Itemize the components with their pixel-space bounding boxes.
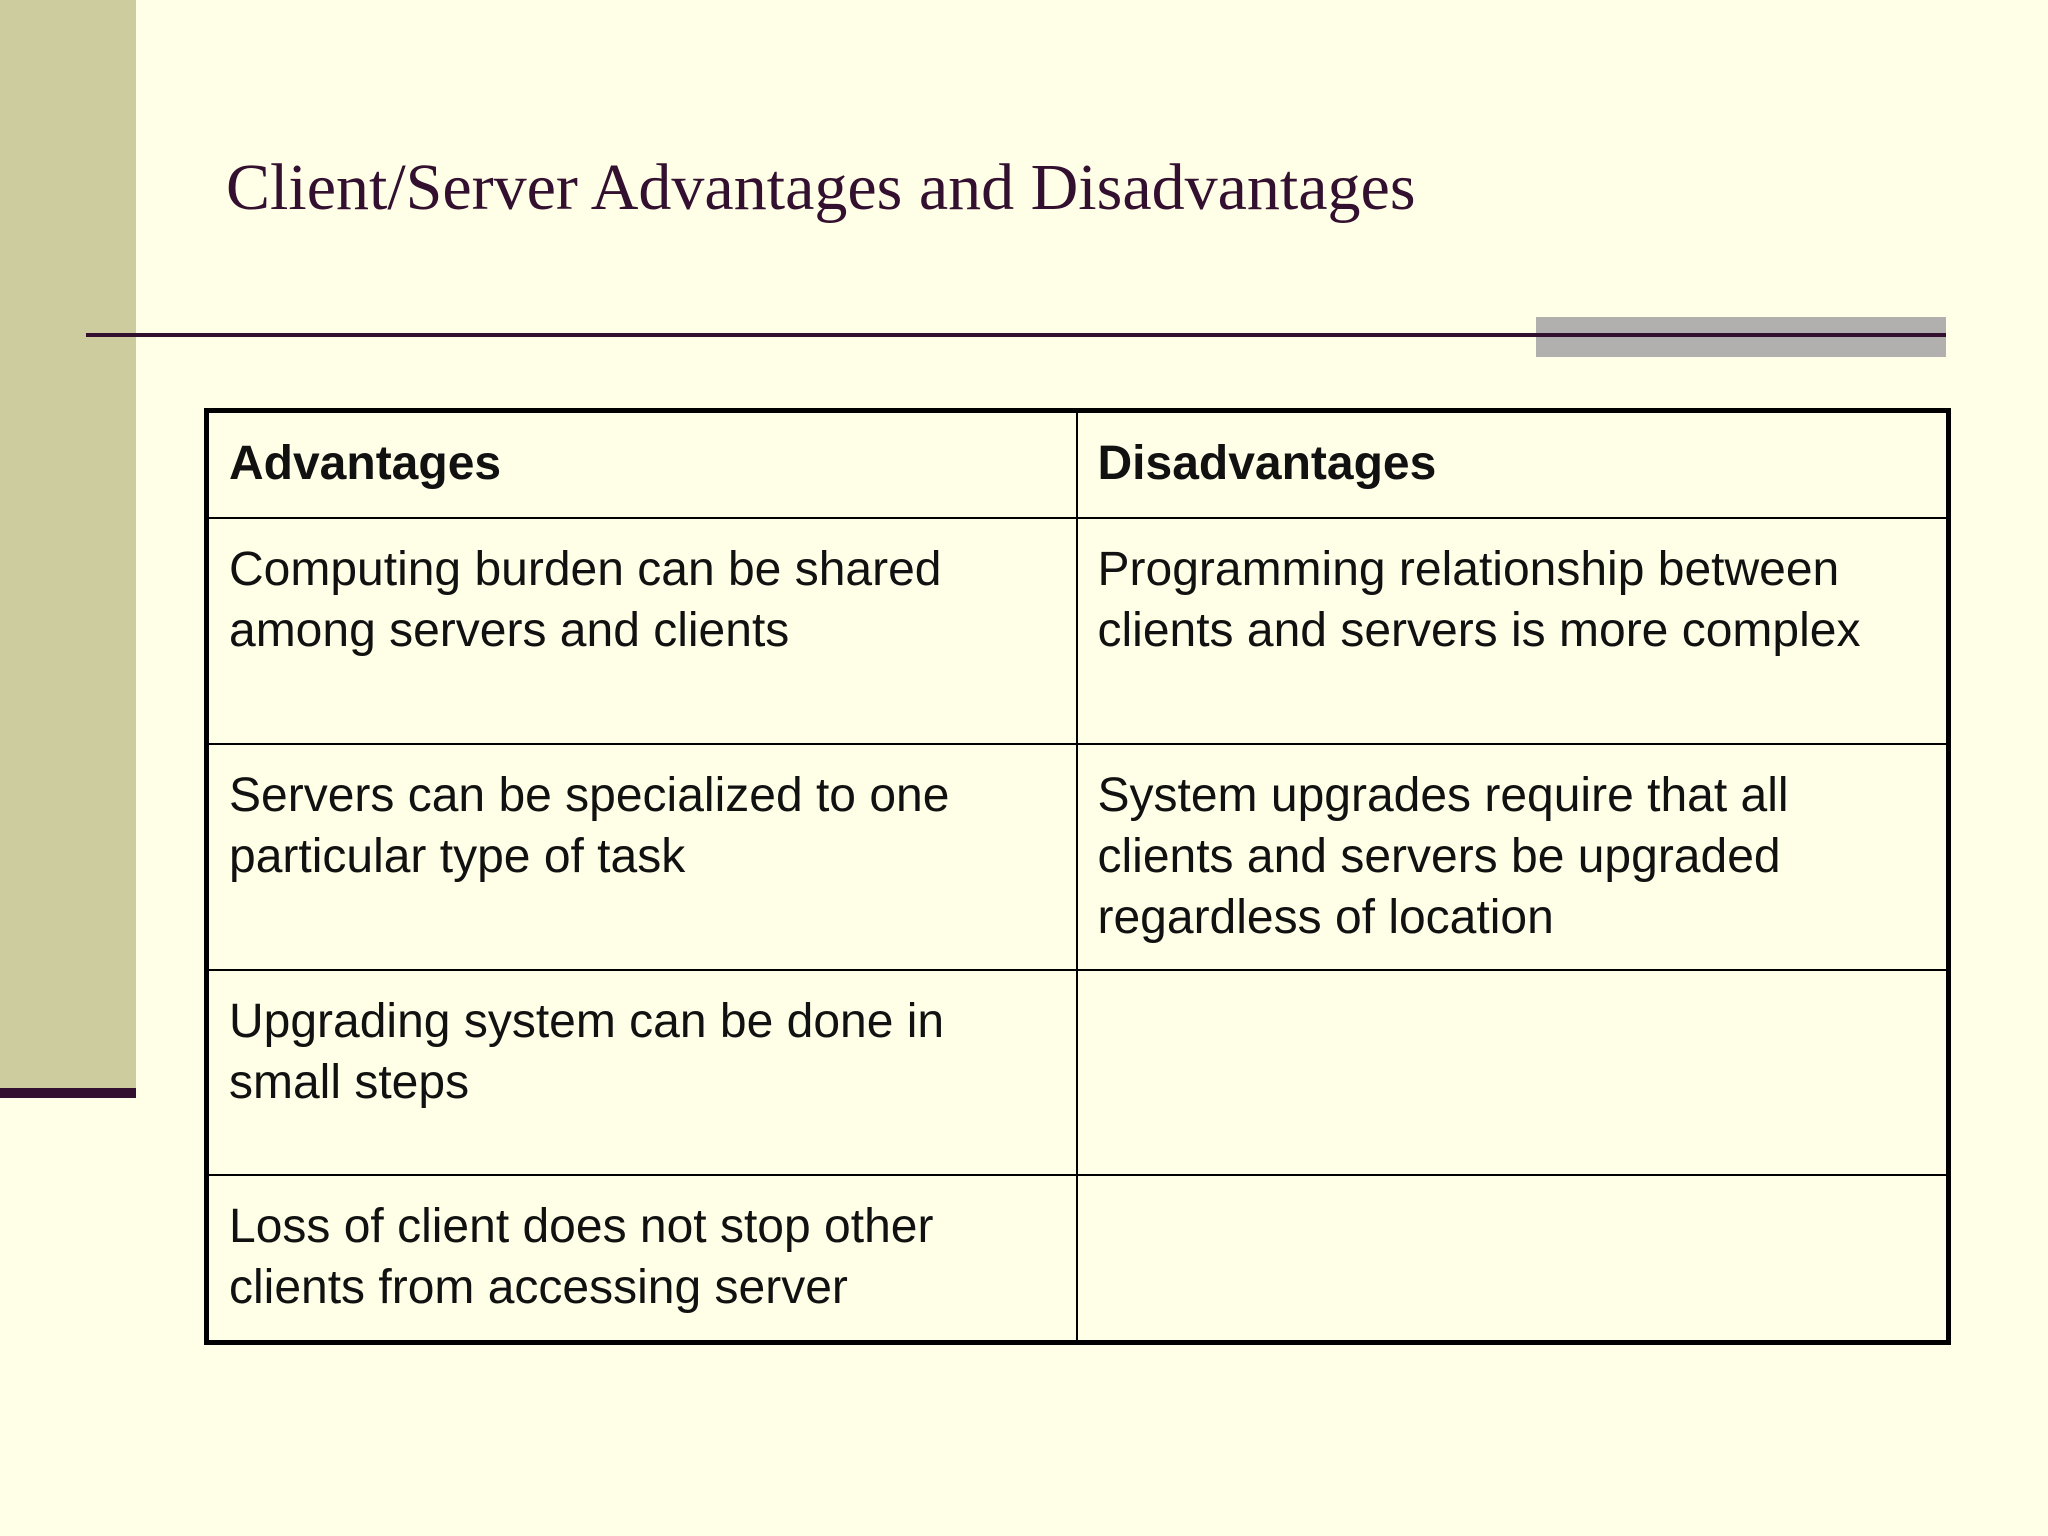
disadvantage-cell-empty — [1077, 1175, 1949, 1343]
disadvantage-cell: Programming relationship between clients and servers is more complex — [1077, 518, 1949, 744]
table-row — [207, 518, 1949, 744]
advantage-cell: Servers can be specialized to one particular type of task — [207, 744, 1077, 970]
table-header-row — [207, 411, 1949, 519]
header-advantages: Advantages — [207, 411, 1077, 519]
disadvantage-cell: System upgrades require that all clients and servers be upgraded regardless of location — [1077, 744, 1949, 970]
table-row — [207, 744, 1949, 970]
advantage-cell: Upgrading system can be done in small steps — [207, 970, 1077, 1175]
table-row — [207, 1175, 1949, 1343]
title-rule — [86, 333, 1946, 337]
disadvantage-cell-empty — [1077, 970, 1949, 1175]
slide-title: Client/Server Advantages and Disadvantages — [226, 151, 1416, 224]
left-band-underline — [0, 1088, 136, 1098]
left-decor-band — [0, 0, 136, 1088]
title-rule-accent — [1536, 317, 1946, 357]
comparison-table — [204, 408, 1951, 1345]
advantage-cell: Computing burden can be shared among servers and clients — [207, 518, 1077, 744]
table-row — [207, 970, 1949, 1175]
header-disadvantages: Disadvantages — [1077, 411, 1949, 519]
advantage-cell: Loss of client does not stop other clients from accessing server — [207, 1175, 1077, 1343]
